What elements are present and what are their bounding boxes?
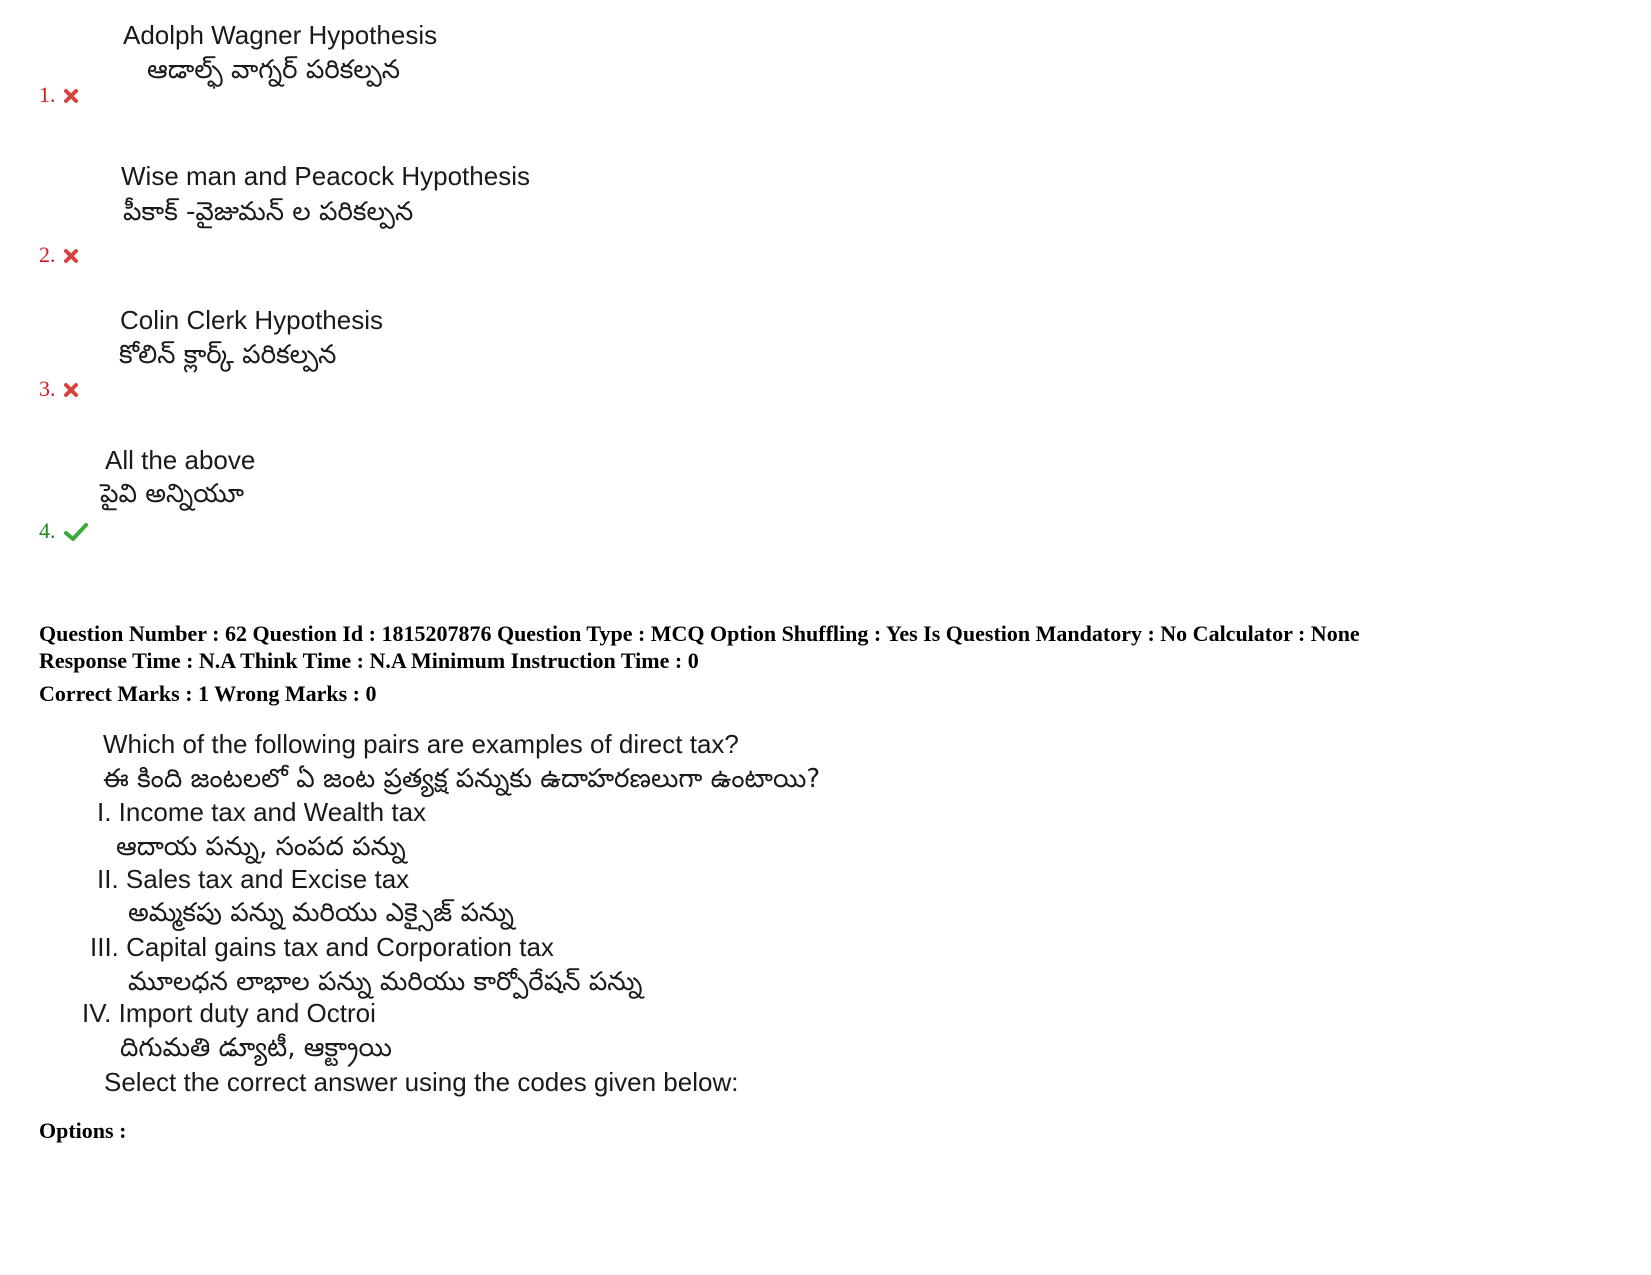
statement-2-telugu: అమ్మకపు పన్ను మరియు ఎక్సైజ్ పన్ను — [128, 898, 515, 928]
question-meta-line-1: Question Number : 62 Question Id : 1815207876 Question Type : MCQ Option Shuffling : Yes Is Question Mandatory : No Calculator : None — [39, 621, 1360, 646]
option-4-english: All the above — [105, 445, 256, 475]
statement-1-telugu: ఆదాయ పన్ను, సంపద పన్ను — [116, 832, 406, 862]
option-3-telugu: కోలిన్ క్లార్క్ పరికల్పన — [119, 340, 337, 370]
cross-icon — [64, 249, 78, 268]
statement-4-telugu: దిగుమతి డ్యూటీ, ఆక్ట్రాయి — [120, 1033, 392, 1063]
option-3-english: Colin Clerk Hypothesis — [120, 305, 383, 335]
cross-icon — [64, 89, 78, 108]
option-1-number: 1. — [39, 82, 56, 107]
question-english: Which of the following pairs are examples of direct tax? — [103, 729, 739, 759]
option-2-number: 2. — [39, 242, 56, 267]
option-1-telugu: ఆడాల్ఫ్ వాగ్నర్ పరికల్పన — [147, 55, 401, 85]
statement-3-english: III. Capital gains tax and Corporation tax — [90, 932, 554, 962]
statement-3-telugu: మూలధన లాభాల పన్ను మరియు కార్పోరేషన్ పన్ను — [128, 967, 643, 997]
option-2-english: Wise man and Peacock Hypothesis — [121, 161, 530, 191]
option-1-english: Adolph Wagner Hypothesis — [123, 20, 438, 50]
option-2-marker — [39, 242, 78, 268]
options-label: Options : — [39, 1118, 127, 1143]
question-instruction: Select the correct answer using the codes given below: — [104, 1067, 739, 1097]
option-3-number: 3. — [39, 376, 56, 401]
question-marks: Correct Marks : 1 Wrong Marks : 0 — [39, 681, 377, 706]
check-icon — [64, 522, 88, 547]
question-telugu: ఈ కింది జంటలలో ఏ జంట ప్రత్యక్ష పన్నుకు ఉదాహరణలుగా ఉంటాయి? — [103, 764, 821, 794]
option-3-marker — [39, 376, 78, 402]
option-1-marker — [39, 82, 78, 108]
cross-icon — [64, 383, 78, 402]
statement-2-english: II. Sales tax and Excise tax — [97, 864, 410, 894]
question-meta-line-2: Response Time : N.A Think Time : N.A Minimum Instruction Time : 0 — [39, 648, 699, 673]
statement-4-english: IV. Import duty and Octroi — [82, 998, 376, 1028]
option-4-marker — [39, 518, 88, 547]
option-2-telugu: పీకాక్ -వైజుమన్ ల పరికల్పన — [123, 197, 414, 227]
option-4-telugu: పైవి అన్నియూ — [100, 479, 244, 509]
statement-1-english: I. Income tax and Wealth tax — [97, 797, 427, 827]
option-4-number: 4. — [39, 518, 56, 543]
